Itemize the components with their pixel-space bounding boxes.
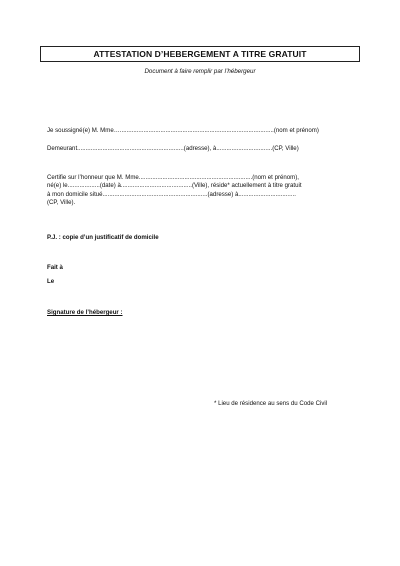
fait-a-line: Fait à: [47, 264, 63, 271]
certifie-line-2: né(e) le...................(date) à..........................................(Ville), réside* actuellement à titre gratuit: [47, 182, 302, 190]
certifie-line-4: (CP, Ville).: [47, 199, 76, 207]
certifie-line-1: Certifie sur l’honneur que M. Mme...................................................................(nom et prénom),: [47, 174, 299, 181]
document-title: ATTESTATION D’HEBERGEMENT A TITRE GRATUIT: [40, 46, 360, 62]
certifie-line-3: à mon domicile situé..............................................................(adresse) à..................................: [47, 190, 296, 198]
le-line: Le: [47, 278, 55, 285]
certifie-paragraph: [47, 174, 357, 208]
signature-label: Signature de l’hébergeur :: [47, 309, 123, 316]
soussigne-line: Je soussigné(e) M. Mme…...........................................................................................(nom et prénom): [47, 127, 319, 134]
demeurant-line: Demeurant...............................................................(adresse), à.................................(CP, Ville): [47, 145, 299, 152]
document-subtitle: Document à faire remplir par l’hébergeur: [144, 68, 256, 75]
pj-line: P.J. : copie d’un justificatif de domicile: [47, 234, 159, 241]
footnote: * Lieu de résidence au sens du Code Civil: [214, 400, 328, 407]
